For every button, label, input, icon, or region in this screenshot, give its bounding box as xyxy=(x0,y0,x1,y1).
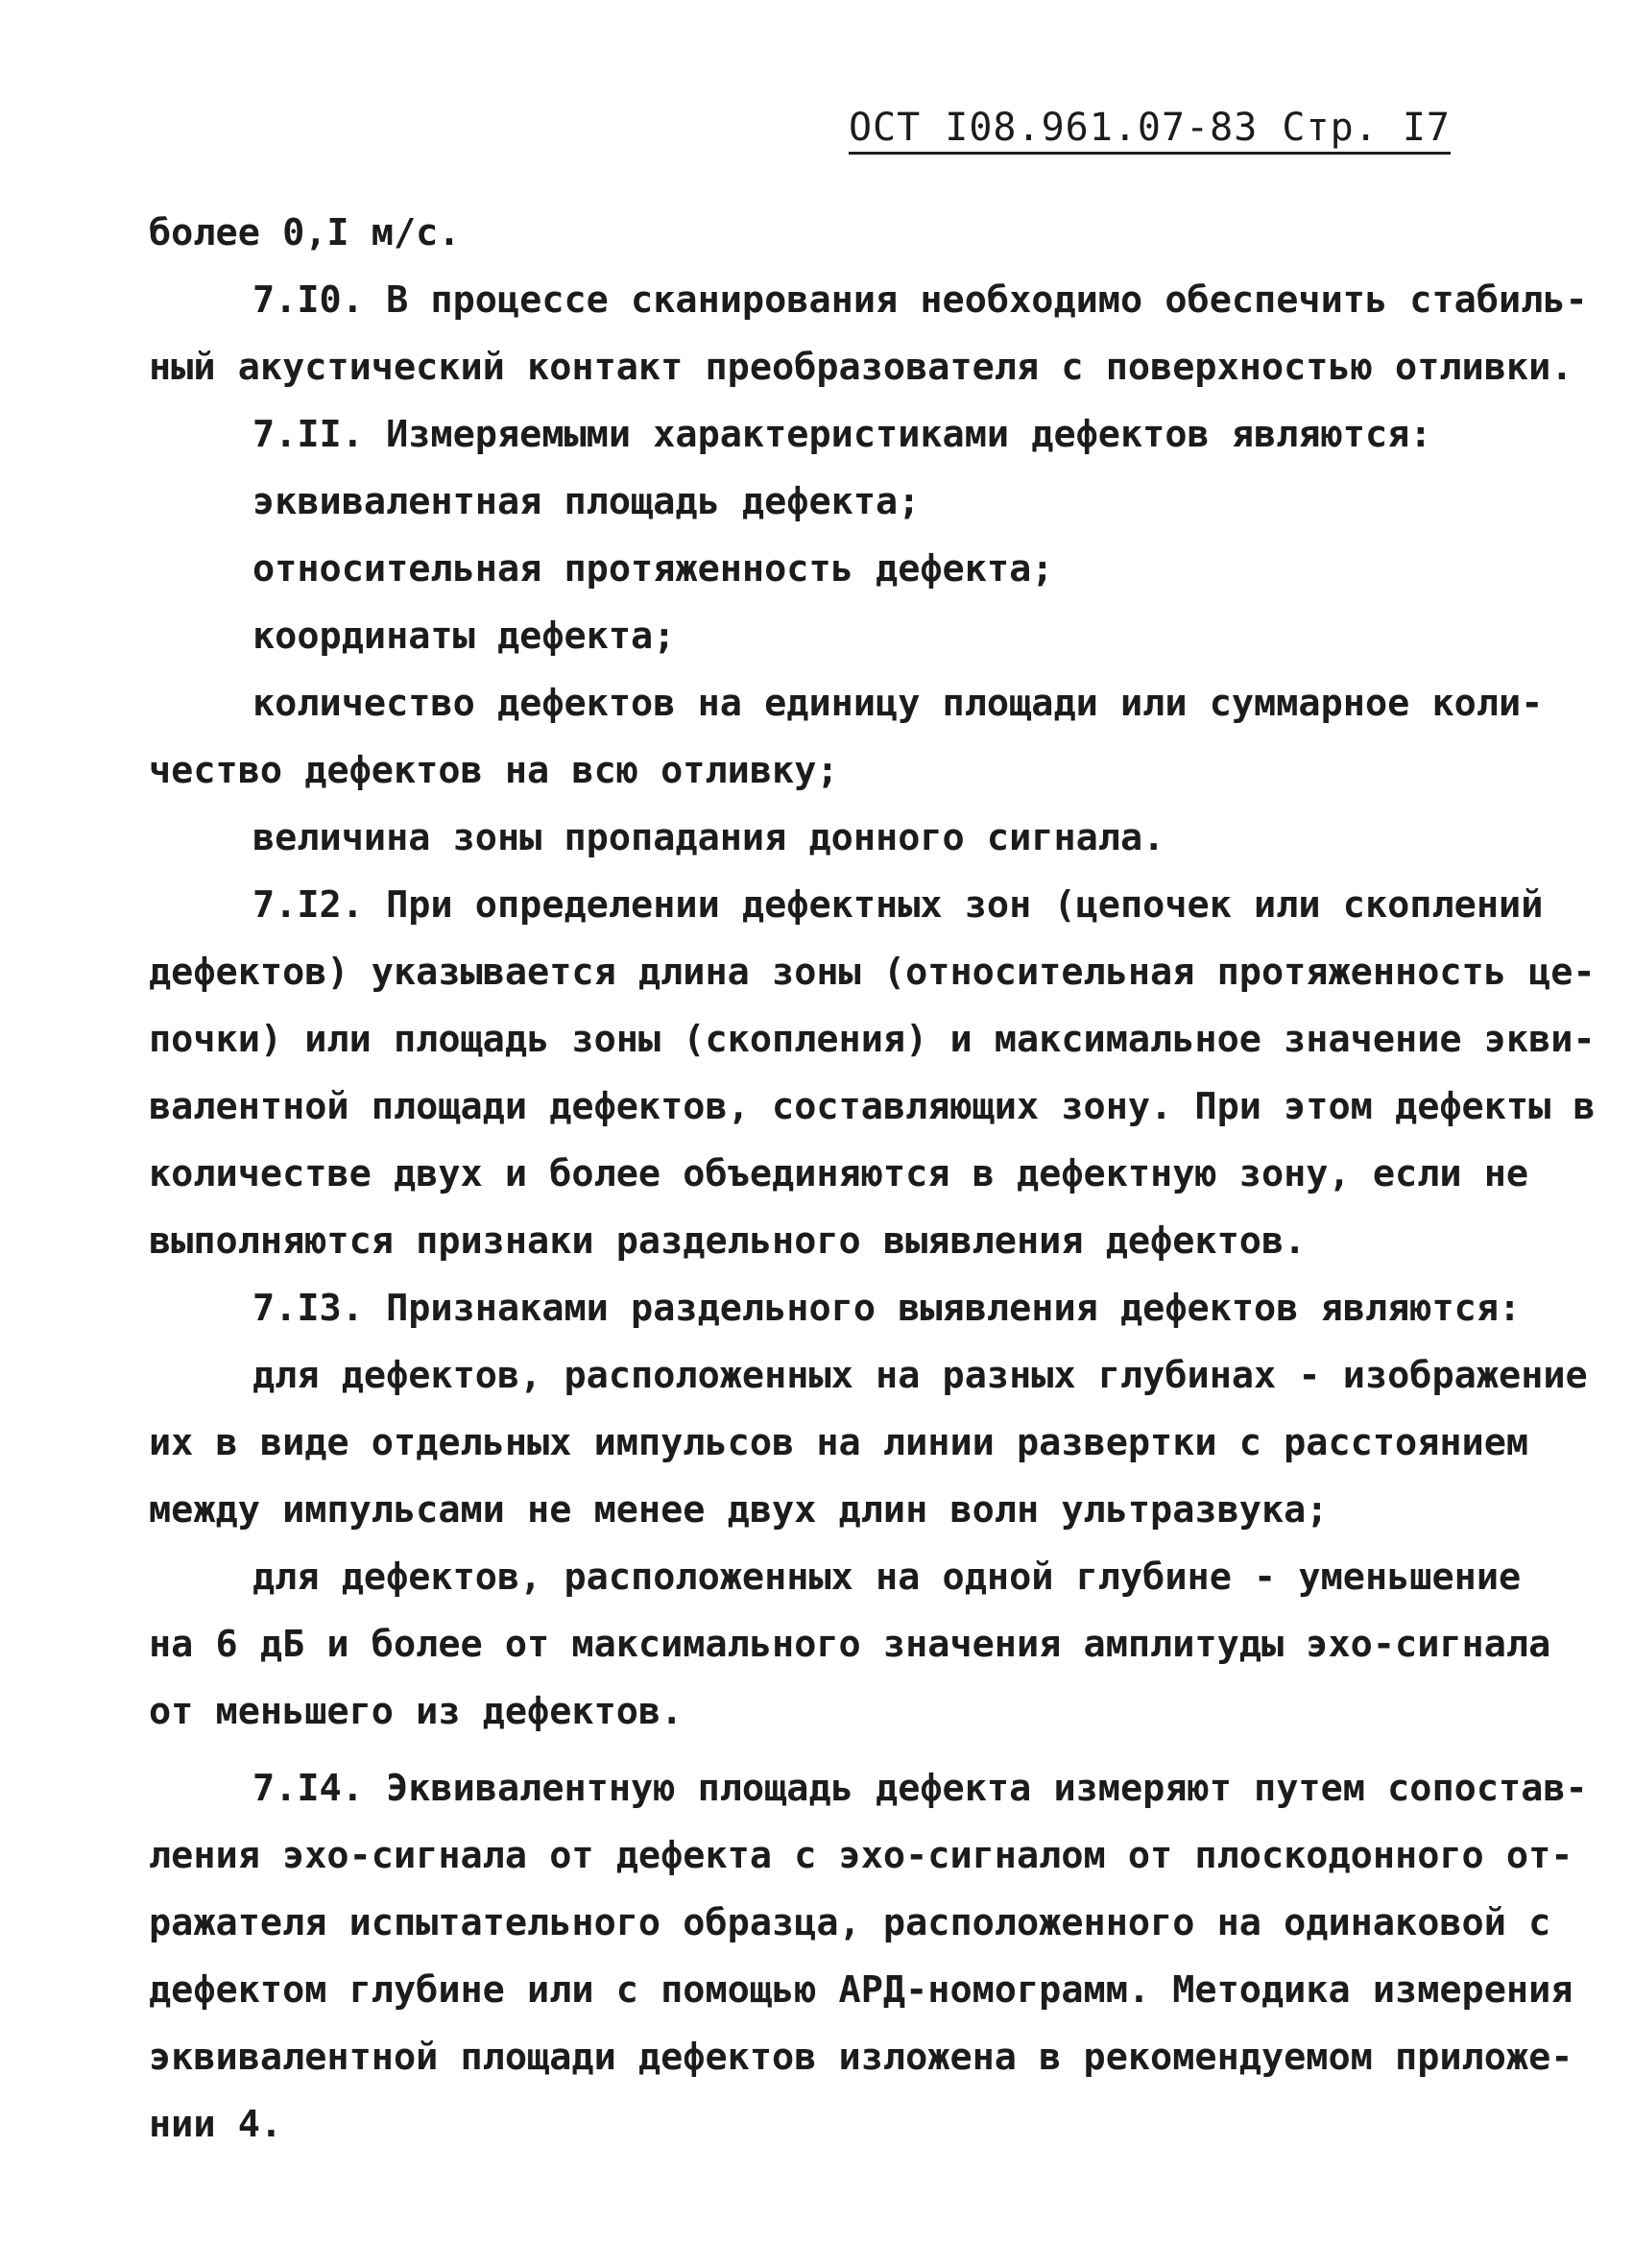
list-item: эквивалентная площадь дефекта; xyxy=(252,480,921,523)
list-item: величина зоны пропадания донного сигнала. xyxy=(252,816,1165,859)
text-line: ражателя испытательного образца, расположенного на одинаковой с xyxy=(149,1901,1551,1944)
text-line: количестве двух и более объединяются в дефектную зону, если не xyxy=(149,1152,1529,1195)
paragraph-7-12: 7.I2. При определении дефектных зон (цепочек или скоплений xyxy=(252,883,1544,927)
text-line: эквивалентной площади дефектов изложена в рекомендуемом приложе- xyxy=(149,2036,1573,2079)
text-line: более 0,I м/с. xyxy=(149,211,461,254)
text-line: выполняются признаки раздельного выявления дефектов. xyxy=(149,1219,1307,1263)
text-line: на 6 дБ и более от максимального значения амплитуды эхо-сигнала xyxy=(149,1623,1551,1666)
paragraph-gap xyxy=(149,1746,1493,1755)
text-line: дефектов) указывается длина зоны (относительная протяженность це- xyxy=(149,951,1596,994)
text-line: нии 4. xyxy=(149,2103,283,2146)
text-line: почки) или площадь зоны (скопления) и максимальное значение экви- xyxy=(149,1018,1596,1061)
list-item: для дефектов, расположенных на разных глубинах - изображение xyxy=(252,1354,1588,1397)
text-line: от меньшего из дефектов. xyxy=(149,1690,684,1733)
text-line: ный акустический контакт преобразователя с поверхностью отливки. xyxy=(149,346,1573,389)
paragraph-7-14: 7.I4. Эквивалентную площадь дефекта измеряют путем сопостав- xyxy=(252,1767,1588,1810)
list-item: количество дефектов на единицу площади или суммарное коли- xyxy=(252,682,1544,725)
text-line: дефектом глубине или с помощью АРД-номограмм. Методика измерения xyxy=(149,1968,1573,2012)
list-item: координаты дефекта; xyxy=(252,615,676,658)
text-line: между импульсами не менее двух длин волн ультразвука; xyxy=(149,1488,1329,1532)
paragraph-7-11: 7.II. Измеряемыми характеристиками дефектов являются: xyxy=(252,413,1432,456)
text-line: их в виде отдельных импульсов на линии развертки с расстоянием xyxy=(149,1421,1529,1464)
page-header: ОСТ I08.961.07-83 Стр. I7 xyxy=(849,106,1451,155)
text-line: ления эхо-сигнала от дефекта с эхо-сигналом от плоскодонного от- xyxy=(149,1834,1573,1877)
document-body xyxy=(149,200,1596,2159)
paragraph-7-10: 7.I0. В процессе сканирования необходимо обеспечить стабиль- xyxy=(252,278,1588,322)
text-line: валентной площади дефектов, составляющих зону. При этом дефекты в xyxy=(149,1085,1596,1128)
text-line: чество дефектов на всю отливку; xyxy=(149,749,839,792)
list-item: для дефектов, расположенных на одной глубине - уменьшение xyxy=(252,1556,1522,1599)
paragraph-7-13: 7.I3. Признаками раздельного выявления дефектов являются: xyxy=(252,1287,1522,1330)
list-item: относительная протяженность дефекта; xyxy=(252,547,1054,591)
